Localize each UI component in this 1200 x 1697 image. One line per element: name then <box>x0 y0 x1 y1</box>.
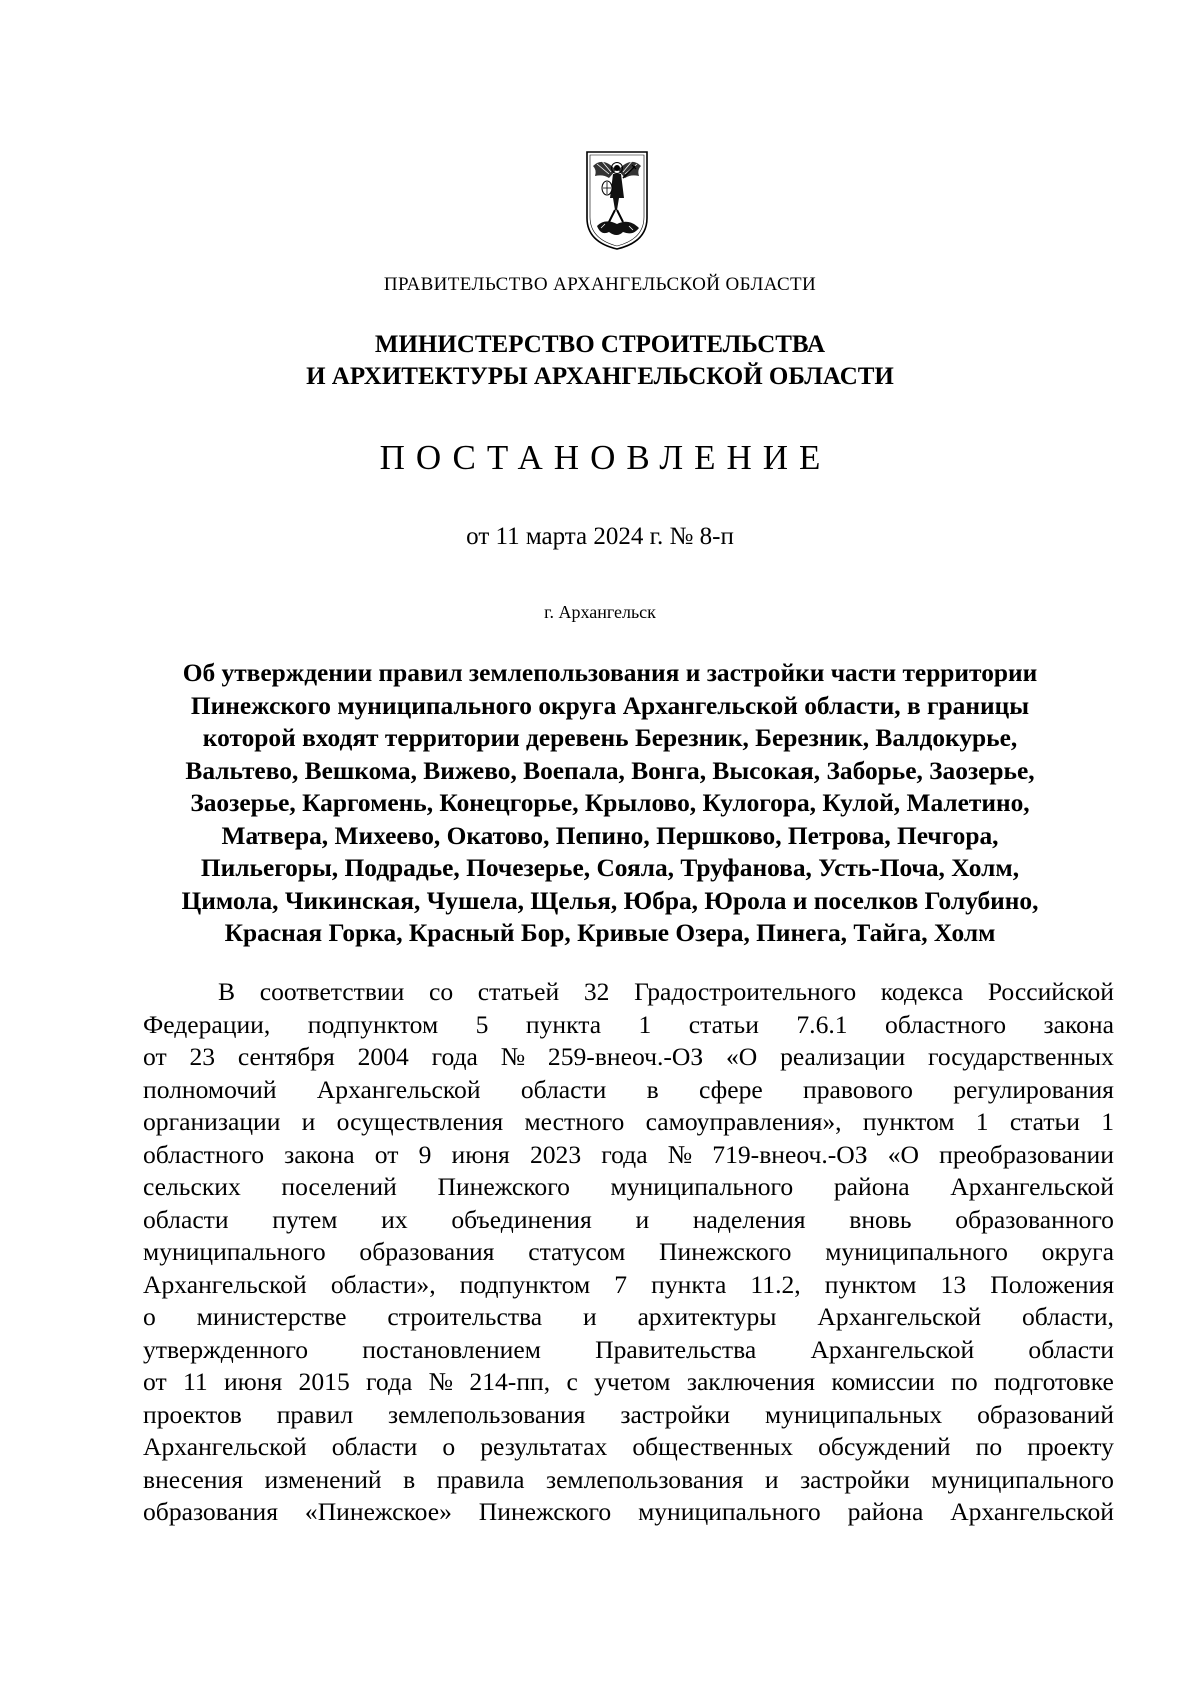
body-word: пункта <box>525 1009 602 1039</box>
body-word: Градостроительного <box>634 977 857 1006</box>
body-word: сентября <box>237 1042 335 1071</box>
body-word: Архангельской <box>817 1302 982 1331</box>
body-word: областного <box>143 1139 265 1169</box>
body-word: и <box>301 1107 316 1136</box>
body-word: результатах <box>480 1432 608 1461</box>
body-word: 7.6.1 <box>796 1009 848 1039</box>
body-word: с <box>566 1367 578 1396</box>
body-line <box>143 1334 1114 1367</box>
body-line <box>143 1074 1114 1107</box>
body-word: закона <box>1043 1009 1114 1039</box>
document-city: г. Архангельск <box>544 602 656 622</box>
body-word: статусом <box>528 1237 626 1266</box>
coat-of-arms-icon <box>583 148 651 252</box>
body-word: со <box>428 977 454 1006</box>
body-word: заключения <box>686 1367 816 1396</box>
body-word: округа <box>1041 1237 1114 1266</box>
body-word: от <box>374 1139 399 1169</box>
body-word: архитектуры <box>637 1302 777 1331</box>
body-word: осуществления <box>336 1107 504 1136</box>
body-word: 2023 <box>529 1139 582 1169</box>
body-line <box>143 1009 1114 1042</box>
body-word: муниципального <box>143 1237 326 1266</box>
body-word: областного <box>885 1009 1007 1039</box>
body-word: от <box>143 1367 167 1396</box>
body-word: путем <box>272 1204 338 1234</box>
body-word: области, <box>1021 1302 1114 1331</box>
body-word: подпунктом <box>459 1269 591 1299</box>
body-word: Федерации, <box>143 1009 271 1039</box>
title-line: Заозерье, Каргомень, Конецгорье, Крылово, Кулогора, Кулой, Малетино, <box>190 789 1030 817</box>
body-word: сфере <box>699 1074 763 1104</box>
body-word: строительства <box>387 1302 543 1331</box>
body-word: статьи <box>688 1009 759 1039</box>
body-word: реализации <box>780 1042 906 1071</box>
body-word: образования <box>143 1497 279 1526</box>
body-word: статьей <box>477 977 560 1006</box>
body-word: муниципального <box>610 1172 794 1201</box>
body-word: местного <box>524 1107 625 1136</box>
body-word: Архангельской <box>143 1269 307 1299</box>
body-word: В <box>218 977 236 1006</box>
body-word: 2004 <box>357 1042 409 1071</box>
body-word: их <box>381 1204 408 1234</box>
body-word: 2015 <box>298 1367 350 1396</box>
body-word: муниципального <box>931 1464 1114 1494</box>
body-word: 32 <box>583 977 610 1006</box>
body-word: и <box>764 1464 779 1494</box>
body-word: «О <box>726 1042 758 1071</box>
body-word: изменений <box>264 1464 382 1494</box>
body-word: Архангельской <box>316 1074 481 1104</box>
body-word: сельских <box>143 1172 241 1201</box>
body-word: утвержденного <box>143 1334 308 1364</box>
body-word: пункта <box>651 1269 727 1299</box>
body-word: № <box>667 1139 693 1169</box>
title-line: Об утверждении правил землепользования и застройки части территории <box>182 659 1038 687</box>
body-word: Правительства <box>595 1334 757 1364</box>
body-word: поселений <box>281 1172 397 1201</box>
body-word: комиссии <box>831 1367 935 1396</box>
body-word: образованного <box>955 1204 1114 1234</box>
body-word: статьи <box>1009 1107 1080 1136</box>
body-word: Российской <box>987 977 1114 1006</box>
body-word: от <box>143 1042 167 1071</box>
body-word: № <box>500 1042 526 1071</box>
government-name: ПРАВИТЕЛЬСТВО АРХАНГЕЛЬСКОЙ ОБЛАСТИ <box>383 274 817 295</box>
body-line <box>143 1431 1114 1464</box>
body-word: застройки <box>800 1464 910 1494</box>
ministry-name <box>0 329 1200 393</box>
body-word: июня <box>451 1139 510 1169</box>
body-word: в <box>403 1464 416 1494</box>
body-word: землепользования <box>388 1399 586 1429</box>
title-line: Вальтево, Вешкома, Вижево, Воепала, Вонга, Высокая, Заборье, Заозерье, <box>185 756 1035 785</box>
body-word: области <box>520 1074 607 1104</box>
body-word: года <box>431 1042 478 1071</box>
body-word: 11 <box>182 1367 208 1396</box>
body-line <box>143 1269 1114 1302</box>
body-word: проектов <box>143 1399 242 1429</box>
body-word: пунктом <box>824 1269 917 1299</box>
body-word: муниципальных <box>764 1399 943 1429</box>
body-word: организации <box>143 1107 281 1136</box>
ministry-line: МИНИСТЕРСТВО СТРОИТЕЛЬСТВА <box>374 331 826 358</box>
body-line <box>143 1301 1114 1334</box>
body-word: 1 <box>1101 1107 1114 1136</box>
body-word: области <box>143 1204 229 1234</box>
body-word: Пинежского <box>478 1497 612 1526</box>
title-line: Пинежского муниципального округа Архангельской области, в границы <box>190 691 1030 720</box>
body-word: 23 <box>189 1042 216 1071</box>
body-word: 214-пп, <box>469 1367 551 1396</box>
document-title <box>140 657 1080 950</box>
body-word: № <box>428 1367 454 1396</box>
body-word: «О <box>887 1139 919 1169</box>
body-word: регулирования <box>953 1074 1114 1104</box>
body-word: 11.2, <box>750 1269 801 1299</box>
body-word: вновь <box>849 1204 912 1234</box>
body-word: и <box>635 1204 650 1234</box>
body-line <box>143 1204 1114 1237</box>
body-line <box>143 1496 1114 1529</box>
title-line: которой входят территории деревень Березник, Березник, Валдокурье, <box>202 724 1018 752</box>
body-word: о <box>442 1432 456 1461</box>
body-word: Пинежского <box>437 1172 570 1201</box>
body-word: подготовке <box>993 1367 1114 1396</box>
body-line <box>143 1171 1114 1204</box>
body-word: 719-внеоч.-ОЗ <box>712 1139 868 1169</box>
title-line: Матвера, Михеево, Окатово, Пепино, Першково, Петрова, Печгора, <box>221 821 999 850</box>
body-word: года <box>601 1139 648 1169</box>
body-word: кодекса <box>880 977 964 1006</box>
body-word: подпунктом <box>307 1009 439 1039</box>
body-word: закона <box>284 1139 355 1169</box>
title-line: Красная Горка, Красный Бор, Кривые Озера, Пинега, Тайга, Холм <box>224 919 996 947</box>
body-word: образования <box>359 1237 495 1266</box>
body-word: по <box>975 1432 1003 1461</box>
body-word: «Пинежское» <box>304 1497 452 1526</box>
body-word: и <box>583 1302 597 1331</box>
body-line <box>143 1041 1114 1074</box>
body-word: правового <box>803 1074 913 1104</box>
body-word: государственных <box>927 1042 1114 1071</box>
body-word: обсуждений <box>818 1432 951 1461</box>
body-word: июня <box>223 1367 283 1396</box>
body-word: объединения <box>451 1204 592 1234</box>
body-word: Пинежского <box>659 1237 792 1266</box>
document-body <box>143 976 1114 1529</box>
body-word: 1 <box>975 1107 989 1136</box>
body-word: полномочий <box>143 1074 277 1104</box>
body-word: в <box>646 1074 659 1104</box>
body-line <box>143 1236 1114 1269</box>
body-word: соответствии <box>259 977 405 1006</box>
body-word: постановлением <box>362 1334 541 1364</box>
body-line <box>143 1399 1114 1432</box>
body-word: 259-внеоч.-ОЗ <box>547 1042 704 1071</box>
body-line <box>143 1139 1114 1172</box>
body-word: 13 <box>940 1269 967 1299</box>
body-word: области <box>1028 1334 1114 1364</box>
body-word: Архангельской <box>143 1432 307 1461</box>
body-word: внесения <box>143 1464 243 1494</box>
title-line: Пильегоры, Подрадье, Почезерье, Сояла, Труфанова, Усть-Поча, Холм, <box>200 854 1020 882</box>
body-word: муниципального <box>638 1497 821 1526</box>
body-word: правила <box>436 1464 525 1494</box>
body-word: области <box>331 1432 418 1461</box>
body-word: района <box>847 1497 924 1526</box>
body-word: 7 <box>614 1269 628 1299</box>
body-word: наделения <box>692 1204 806 1234</box>
title-line: Цимола, Чикинская, Чушела, Щелья, Юбра, Юрола и поселков Голубино, <box>181 886 1039 915</box>
body-word: по <box>951 1367 978 1396</box>
body-word: пунктом <box>862 1107 955 1136</box>
body-word: 1 <box>638 1009 652 1039</box>
body-word: о <box>143 1302 156 1331</box>
body-word: Архангельской <box>950 1172 1114 1201</box>
body-word: образований <box>977 1399 1114 1429</box>
body-line <box>143 1106 1114 1139</box>
body-line <box>143 1464 1114 1497</box>
body-word: Архангельской <box>810 1334 975 1364</box>
body-word: Архангельской <box>950 1497 1114 1526</box>
document-type: ПОСТАНОВЛЕНИЕ <box>379 438 832 477</box>
body-word: проекту <box>1027 1432 1114 1461</box>
body-word: учетом <box>594 1367 671 1396</box>
body-word: самоуправления», <box>645 1107 842 1136</box>
body-word: Положения <box>990 1269 1114 1299</box>
document-date-number: от 11 марта 2024 г. № 8-п <box>466 523 734 550</box>
body-word: муниципального <box>825 1237 1008 1266</box>
body-word: 5 <box>475 1009 489 1039</box>
body-word: землепользования <box>545 1464 744 1494</box>
body-line <box>143 976 1114 1009</box>
body-word: правил <box>276 1399 354 1429</box>
body-line <box>143 1366 1114 1399</box>
body-word: застройки <box>620 1399 731 1429</box>
body-word: общественных <box>632 1432 794 1461</box>
body-word: 9 <box>418 1139 432 1169</box>
body-word: области», <box>330 1269 436 1299</box>
body-word: преобразовании <box>939 1139 1114 1169</box>
body-word: района <box>833 1172 910 1201</box>
ministry-line: И АРХИТЕКТУРЫ АРХАНГЕЛЬСКОЙ ОБЛАСТИ <box>306 363 894 390</box>
body-word: года <box>366 1367 413 1396</box>
body-word: министерстве <box>196 1302 347 1331</box>
